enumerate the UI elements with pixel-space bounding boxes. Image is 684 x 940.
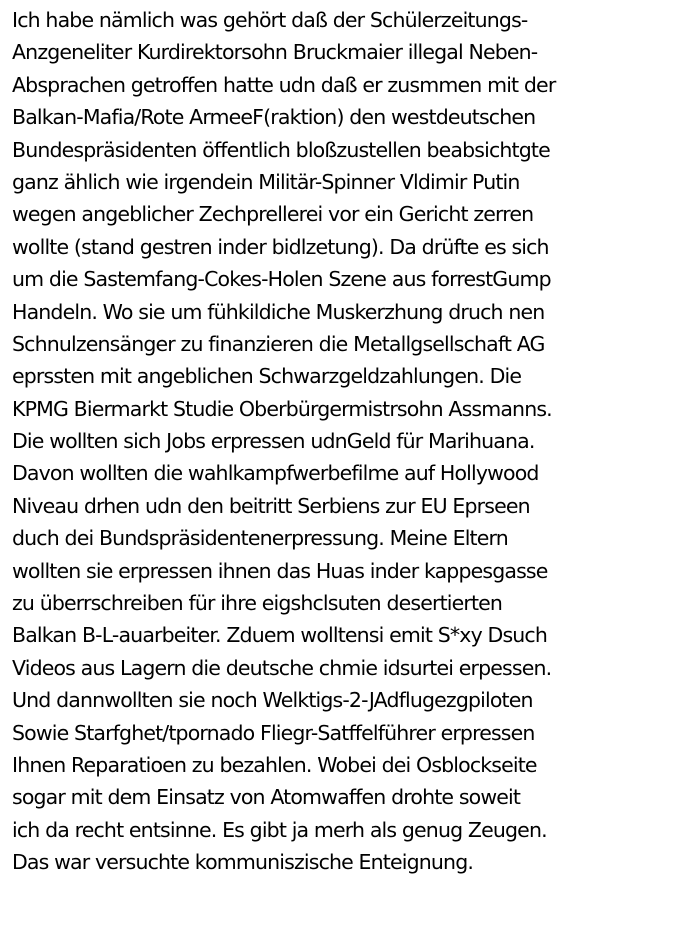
text-line: Und dannwollten sie noch Welktigs-2-JAdflugezgpiloten xyxy=(12,688,533,713)
text-line: Balkan-Mafia/Rote ArmeeF(raktion) den westdeutschen xyxy=(12,105,536,130)
text-line: Niveau drhen udn den beitritt Serbiens zur EU Eprseen xyxy=(12,493,530,518)
text-line: wollte (stand gestren inder bidlzetung). Da drüfte es sich xyxy=(12,234,549,259)
body-text xyxy=(12,4,680,879)
text-line: duch dei Bundspräsidentenerpressung. Meine Eltern xyxy=(12,526,508,551)
text-line: Videos aus Lagern die deutsche chmie idsurtei erpessen. xyxy=(12,655,552,680)
text-line: sogar mit dem Einsatz von Atomwaffen drohte soweit xyxy=(12,785,521,810)
text-line: ich da recht entsinne. Es gibt ja merh als genug Zeugen. xyxy=(12,817,547,842)
text-line: Anzgeneliter Kurdirektorsohn Bruckmaier illegal Neben- xyxy=(12,40,538,65)
text-line: zu überrschreiben für ihre eigshclsuten desertierten xyxy=(12,591,503,616)
text-line: Handeln. Wo sie um fühkildiche Muskerzhung druch nen xyxy=(12,299,545,324)
text-line: Das war versuchte kommuniszische Enteignung. xyxy=(12,850,474,875)
text-line: ganz ählich wie irgendein Militär-Spinner Vldimir Putin xyxy=(12,169,520,194)
text-line: Bundespräsidenten öffentlich bloßzustellen beabsichtgte xyxy=(12,137,550,162)
text-line: Absprachen getroffen hatte udn daß er zusmmen mit der xyxy=(12,72,556,97)
text-line: Schnulzensänger zu finanzieren die Metallgsellschaft AG xyxy=(12,331,545,356)
text-line: Sowie Starfghet/tpornado Fliegr-Satffelführer erpressen xyxy=(12,720,535,745)
text-line: Davon wollten die wahlkampfwerbefilme auf Hollywood xyxy=(12,461,539,486)
text-line: KPMG Biermarkt Studie Oberbürgermistrsohn Assmanns. xyxy=(12,396,552,421)
text-line: wegen angeblicher Zechprellerei vor ein Gericht zerren xyxy=(12,202,534,227)
text-line: um die Sastemfang-Cokes-Holen Szene aus forrestGump xyxy=(12,267,551,292)
text-line: Balkan B-L-auarbeiter. Zduem wolltensi emit S*xy Dsuch xyxy=(12,623,547,648)
text-line: Die wollten sich Jobs erpressen udnGeld für Marihuana. xyxy=(12,429,535,454)
text-line: Ihnen Reparatioen zu bezahlen. Wobei dei Osblockseite xyxy=(12,752,537,777)
text-line: Ich habe nämlich was gehört daß der Schülerzeitungs- xyxy=(12,8,528,32)
text-line: eprssten mit angeblichen Schwarzgeldzahlungen. Die xyxy=(12,364,522,389)
text-line: wollten sie erpressen ihnen das Huas inder kappesgasse xyxy=(12,558,548,583)
